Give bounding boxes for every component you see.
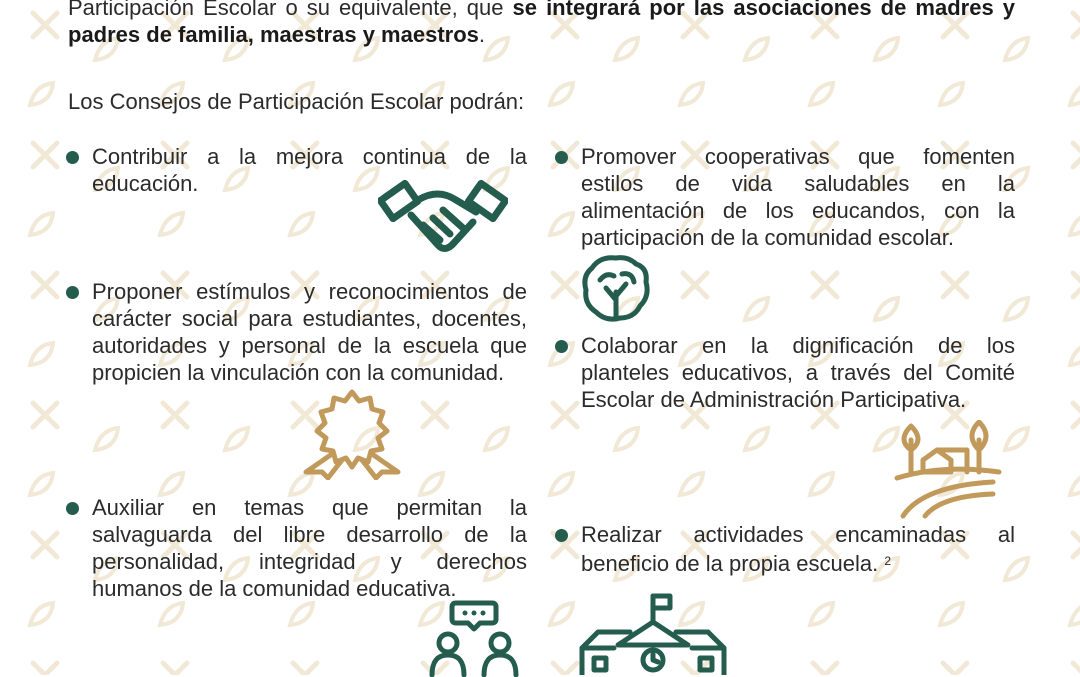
- footnote-marker: 2: [884, 554, 892, 568]
- award-rosette-icon: [302, 388, 402, 480]
- intro-paragraph: Participación Escolar o su equivalente, que se integrará por las asociaciones de madres y padres de familia, maestras y maestros.: [68, 0, 1015, 48]
- intro-bold: se integrará por las asociaciones de madres y padres de familia, maestras y maestros: [68, 0, 1015, 47]
- list-item: Promover cooperativas que fomenten estilos de vida saludables en la alimentación de los educandos, con la participación de la comunidad escolar.: [581, 143, 1015, 251]
- list-item: Contribuir a la mejora continua de la educación.: [92, 143, 527, 197]
- farm-landscape-icon: [893, 420, 1003, 520]
- list-item: Auxiliar en temas que permitan la salvaguarda del libre desarrollo de la personalidad, integridad y derechos humanos de la comunidad educativa.: [92, 494, 527, 602]
- list-item: Proponer estímulos y reconocimientos de carácter social para estudiantes, docentes, autoridades y personal de la escuela que propicien la vinculación con la comunidad.: [92, 278, 527, 386]
- handshake-icon: [378, 170, 508, 265]
- school-building-icon: [578, 590, 728, 675]
- bullet-icon: [66, 151, 79, 164]
- bullet-icon: [66, 286, 79, 299]
- bullet-icon: [555, 151, 568, 164]
- lead-text: Los Consejos de Participación Escolar podrán:: [68, 89, 525, 114]
- bullet-icon: [555, 340, 568, 353]
- list-item: Realizar actividades encaminadas al beneficio de la propia escuela. $^2$: [581, 521, 1015, 577]
- list-item: Colaborar en la dignificación de los planteles educativos, a través del Comité Escolar de Administración Participativa.: [581, 332, 1015, 413]
- bullet-icon: [555, 529, 568, 542]
- cabbage-icon: [580, 252, 652, 324]
- bullet-icon: [66, 502, 79, 515]
- people-talking-icon: [424, 597, 524, 677]
